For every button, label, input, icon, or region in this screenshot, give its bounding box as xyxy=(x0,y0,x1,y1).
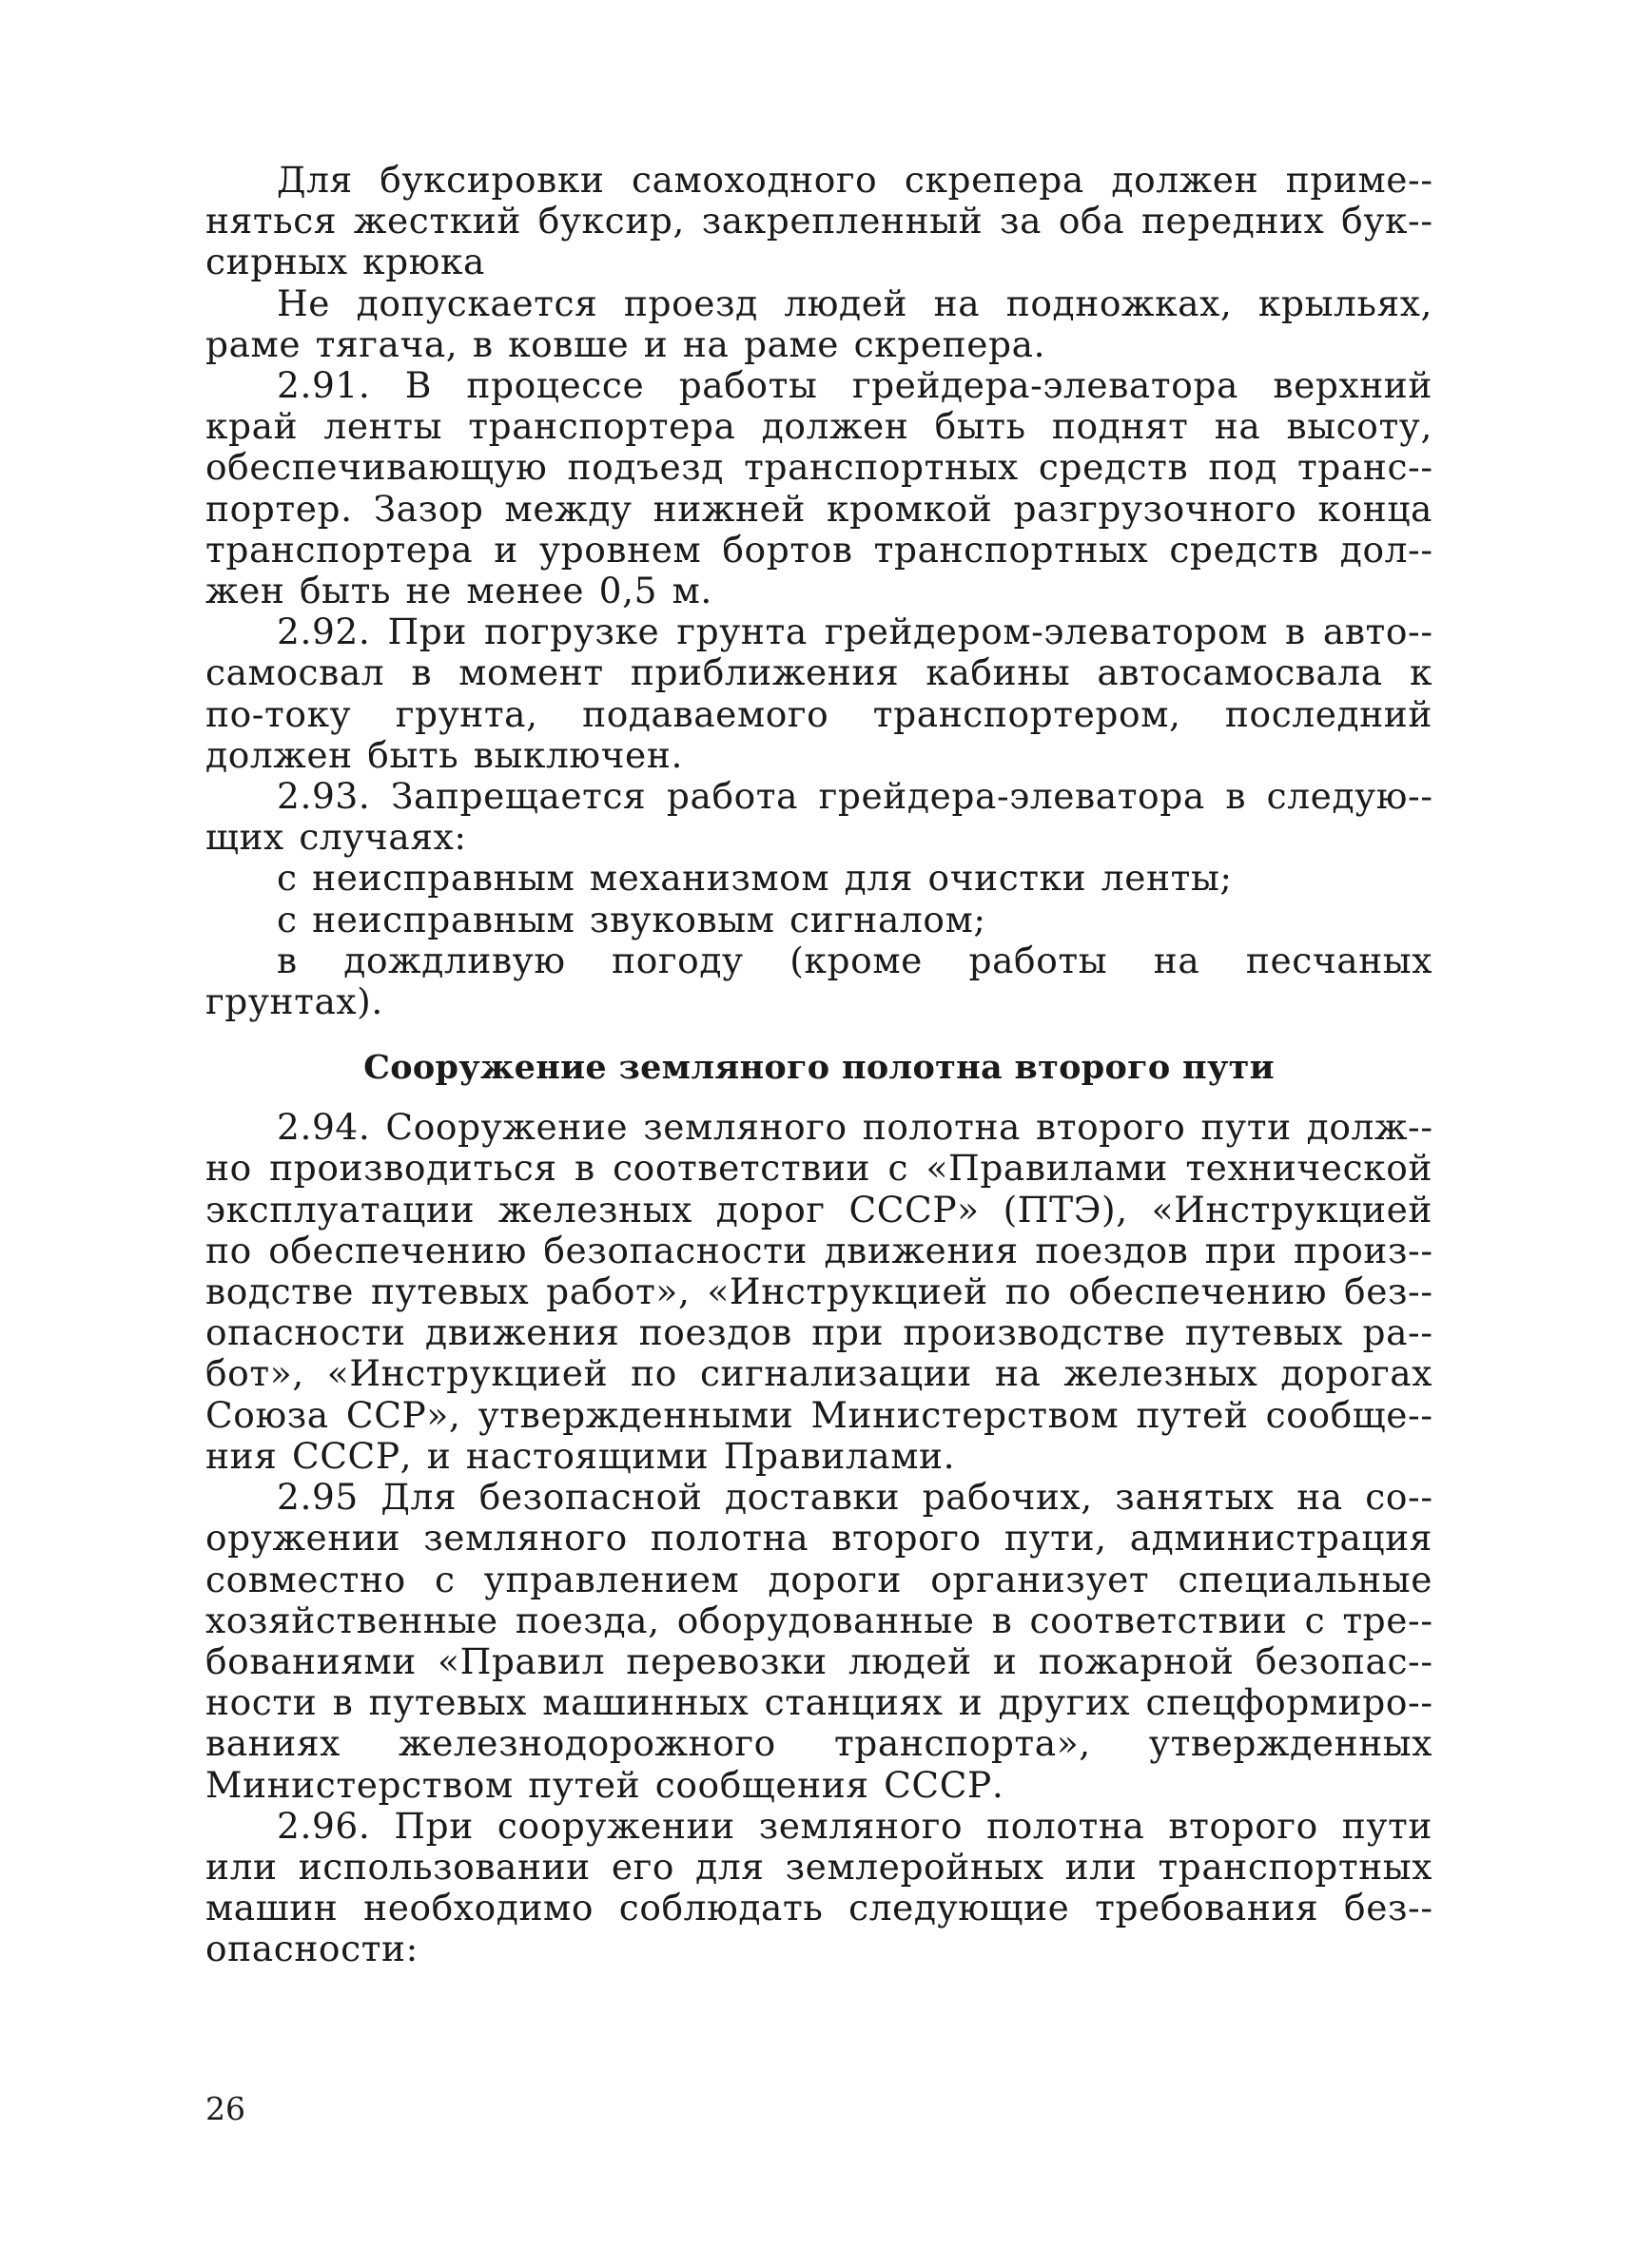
list-item-belt-cleaning: с неисправным механизмом для очистки ленты; xyxy=(277,857,1233,900)
paragraph-2-91: 2.91. В процессе работы грейдера-элеватора верхний край ленты транспортера должен быть поднят на высоту, обеспечивающую подъезд транспортных средств под транс-портер. Зазор между нижней кромкой разгрузочного конца транспортера и уровнем бортов транспортных средств дол-жен быть не менее 0,5 м. xyxy=(205,364,1432,612)
list-item-rainy-weather: в дождливую погоду (кроме работы на песчаных грунтах). xyxy=(205,939,1432,1023)
section-heading: Сооружение земляного полотна второго пути xyxy=(363,1048,1275,1088)
paragraph-2-94: 2.94. Сооружение земляного полотна второго пути долж-но производиться в соответствии с «Правилами технической эксплуатации железных дорог СССР» (ПТЭ), «Инструкцией по обеспечению безопасности движения поездов при произ-водстве путевых работ», «Инструкцией по обеспечению без-опасности движения поездов при производстве путевых ра-бот», «Инструкцией по сигнализации на железных дорогах Союза ССР», утвержденными Министерством путей сообще-ния СССР, и настоящими Правилами. xyxy=(205,1106,1432,1477)
paragraph-2-92: 2.92. При погрузке грунта грейдером-элеватором в авто-самосвал в момент приближения кабины автосамосвала к по-току грунта, подаваемого транспортером, последний должен быть выключен. xyxy=(205,611,1432,776)
paragraph-no-riding: Не допускается проезд людей на подножках, крыльях, раме тягача, в ковше и на раме скрепера. xyxy=(205,281,1432,365)
page-number: 26 xyxy=(205,2090,245,2127)
document-page xyxy=(205,160,1432,1970)
paragraph-2-96: 2.96. При сооружении земляного полотна второго пути или использовании его для землеройных или транспортных машин необходимо соблюдать следующие требования без-опасности: xyxy=(205,1804,1432,1970)
paragraph-towing: Для буксировки самоходного скрепера должен приме-няться жесткий буксир, закрепленный за оба передних бук-сирных крюка xyxy=(205,159,1432,283)
paragraph-2-95: 2.95 Для безопасной доставки рабочих, занятых на со-оружении земляного полотна второго пути, администрация совместно с управлением дороги организует специальные хозяйственные поезда, оборудованные в соответствии с тре-бованиями «Правил перевозки людей и пожарной безопас-ности в путевых машинных станциях и других спецформиро-ваниях железнодорожного транспорта», утвержденных Министерством путей сообщения СССР. xyxy=(205,1476,1432,1806)
paragraph-2-93: 2.93. Запрещается работа грейдера-элеватора в следую-щих случаях: xyxy=(205,775,1432,859)
list-item-sound-signal: с неисправным звуковым сигналом; xyxy=(277,898,986,940)
